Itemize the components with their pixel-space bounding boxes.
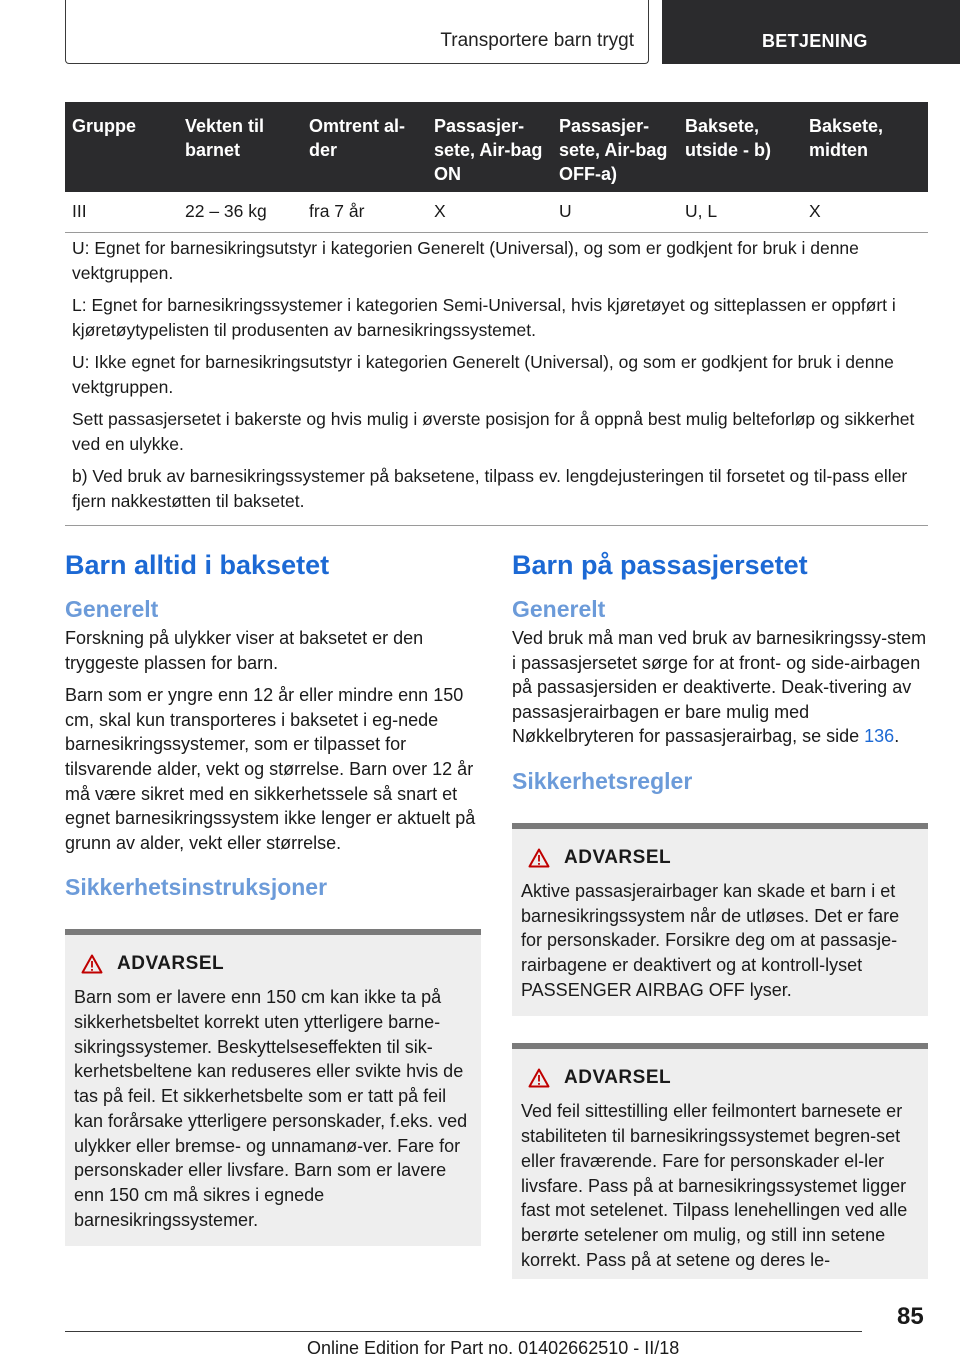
left-column (65, 548, 481, 1246)
table-cell: III (65, 192, 178, 232)
table-header-cell: Omtrent al-der (302, 102, 427, 192)
body-text: . (894, 726, 900, 747)
table-header-cell: Gruppe (65, 102, 178, 192)
warning-header (528, 1061, 920, 1095)
warning-header (81, 947, 473, 981)
warning-box (512, 1043, 928, 1279)
warning-triangle-icon (81, 954, 103, 974)
subsection-title: Generelt (512, 596, 606, 622)
page-number: 85 (897, 1303, 924, 1330)
table-cell: X (427, 192, 552, 232)
body-text: Ved bruk må man ved bruk av barnesikringssy-stem i passasjersetet sørge for at front- og side-airbagen på passasjersiden er deaktiverte. Deak-tivering av passasjerairbagen er bare mulig med Nøkkelbryteren for passasjerairbag, se side (512, 628, 927, 747)
table-cell: X (802, 192, 928, 232)
body-paragraph (512, 626, 928, 749)
table-cell: fra 7 år (302, 192, 427, 232)
child-seat-table (65, 102, 928, 233)
subsection-title: Sikkerhetsinstruksjoner (65, 874, 328, 901)
warning-text: Aktive passasjerairbager kan skade et barn i et barnesikringssystem når de utløses. Det er fare for personskader. Forsikre deg om at passasje-rairbagene er deaktivert og at kontroll-lyset PASSENGER AIRBAG OFF lyser. (521, 880, 900, 1000)
table-header-cell: Vekten til barnet (178, 102, 302, 192)
header-section-box (65, 0, 649, 64)
table-note: U: Ikke egnet for barnesikringsutstyr i kategorien Generelt (Universal), og som er godkjent for bruk i denne vektgruppen. (72, 352, 894, 397)
header-chapter-box (662, 0, 960, 64)
subsection-title: Generelt (65, 596, 159, 622)
footer-edition: Online Edition for Part no. 01402662510 - II/18 (307, 1338, 680, 1358)
section-title: Barn alltid i baksetet (65, 550, 330, 580)
footer-divider (65, 1331, 862, 1332)
table-row (65, 192, 928, 232)
table-header-cell: Baksete, midten (802, 102, 928, 192)
body-paragraph: Barn som er yngre enn 12 år eller mindre enn 150 cm, skal kun transporteres i baksetet i eg-nede barnesikringssystemer, som er tilpasset for tilsvarende alder, vekt og størrelse. Barn over 12 år må være sikret med en sikkerhetssele så snart et egnet barnesikringssystem ikke lenger er aktuelt på grunn av alder, vekt eller størrelse. (65, 685, 476, 853)
table-cell: U (552, 192, 678, 232)
table-note: U: Egnet for barnesikringsutstyr i kategorien Generelt (Universal), og som er godkjent for bruk i denne vektgruppen. (72, 238, 859, 283)
warning-label: ADVARSEL (117, 953, 225, 975)
body-paragraph: Forskning på ulykker viser at baksetet er den tryggeste plassen for barn. (65, 628, 424, 673)
table-header-row (65, 102, 928, 192)
warning-triangle-icon (528, 848, 550, 868)
warning-label: ADVARSEL (564, 846, 672, 868)
warning-header (528, 841, 920, 875)
table-note: b) Ved bruk av barnesikringssystemer på baksetene, tilpass ev. lengdejusteringen til forsetet og til-pass eller fjern nakkestøtten til baksetet. (72, 466, 908, 511)
table-note: Sett passasjersetet i bakerste og hvis mulig i øverste posisjon for å oppnå best mulig belteforløp og sikkerhet ved en ulykke. (72, 409, 915, 454)
table-header-cell: Passasjer-sete, Air-bag ON (427, 102, 552, 192)
table-header-cell: Baksete, utside - b) (678, 102, 802, 192)
table-cell: 22 – 36 kg (178, 192, 302, 232)
table-cell: U, L (678, 192, 802, 232)
table-notes (65, 236, 928, 526)
warning-box (65, 929, 481, 1246)
hand-pointer-icon (0, 0, 26, 26)
warning-label: ADVARSEL (564, 1067, 672, 1089)
warning-text: Ved feil sittestilling eller feilmontert barnesete er stabiliteten til barnesikringssystemet begren-set eller fraværende. Fare for personskader el-ler livsfare. Pass på at barnesikringssystemet ligger fast mot setelenet. Tilpass lenehellingen ved alle berørte setelener om mulig, og still inn setene korrekt. Pass på at setene og deres le- (521, 1101, 908, 1270)
warning-triangle-icon (528, 1068, 550, 1088)
section-title: Barn på passasjersetet (512, 550, 808, 580)
warning-box (512, 823, 928, 1017)
right-column (512, 548, 928, 1279)
table-header-cell: Passasjer-sete, Air-bag OFF-a) (552, 102, 678, 192)
header-section-title: Transportere barn trygt (440, 30, 634, 51)
warning-text: Barn som er lavere enn 150 cm kan ikke ta på sikkerhetsbeltet korrekt uten ytterligere barne-sikringssystemer. Beskyttelseseffekten til sik-kerhetsbeltene kan reduseres eller svikte hvis de tas på feil. Et sikkerhetsbelte som er tatt på feil kan forårsake ytterligere personskader, f.eks. ved ulykker eller bremse- og unnamanø-ver. Fare for personskader eller livsfare. Barn som er lavere enn 150 cm må sikres i egnede barnesikringssystemer. (74, 987, 468, 1230)
table-note: L: Egnet for barnesikringssystemer i kategorien Semi-Universal, hvis kjøretøyet og sitteplassen er oppført i kjøretøytypelisten til produsenten av barnesikringssystemet. (72, 295, 896, 340)
header-chapter-title: BETJENING (762, 31, 868, 51)
page-reference-link[interactable]: 136 (864, 726, 895, 747)
subsection-title: Sikkerhetsregler (512, 767, 693, 794)
